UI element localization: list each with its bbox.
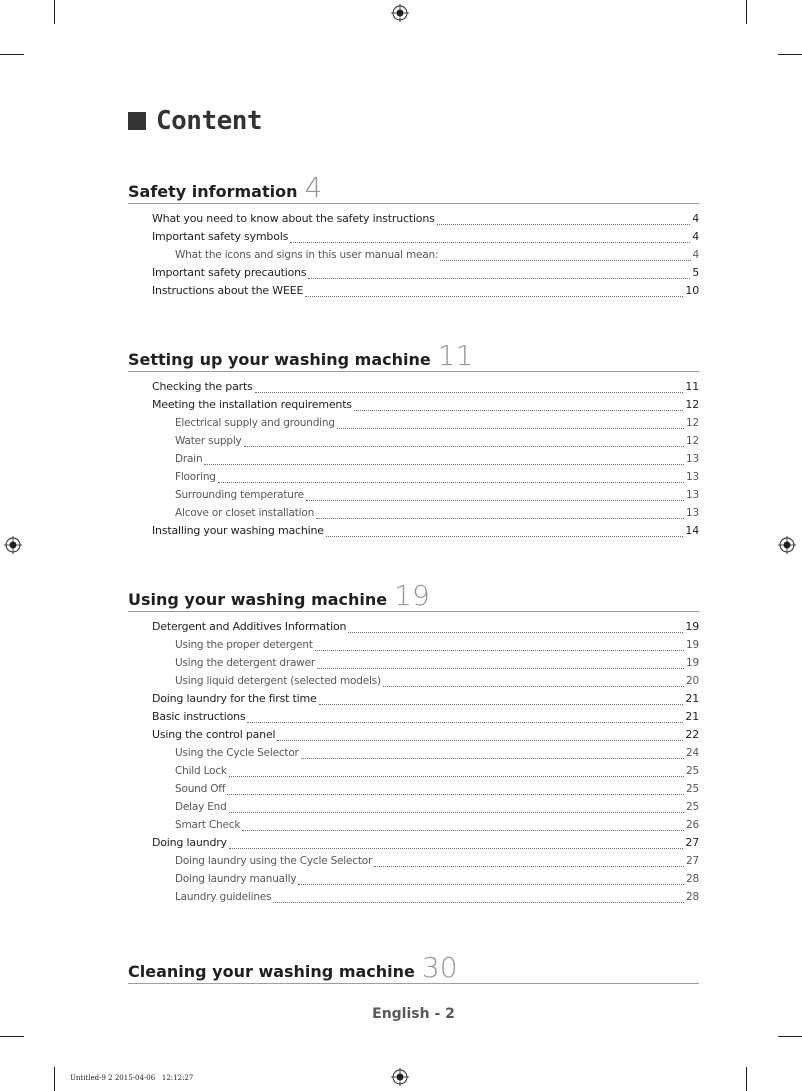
section-page-number: 19 xyxy=(394,579,430,612)
toc-entry-label: Basic instructions xyxy=(152,710,246,723)
dot-leader xyxy=(354,400,684,411)
section-page-number: 11 xyxy=(437,339,474,372)
dot-leader xyxy=(308,268,690,279)
toc-entry-page: 4 xyxy=(692,212,699,225)
toc-entry-page: 11 xyxy=(685,380,699,393)
toc-entry-page: 25 xyxy=(686,783,699,795)
toc-entry[interactable] xyxy=(128,726,699,744)
toc-entry-page: 28 xyxy=(686,873,699,885)
toc-entry-page: 21 xyxy=(685,692,699,705)
toc-entry[interactable] xyxy=(128,870,699,888)
dot-leader xyxy=(247,712,683,723)
toc-entry-page: 25 xyxy=(686,765,699,777)
toc-entry[interactable] xyxy=(128,210,699,228)
toc-entry[interactable] xyxy=(128,246,699,264)
toc-entry-page: 13 xyxy=(686,471,699,483)
toc-entry[interactable] xyxy=(128,690,699,708)
toc-entry-label: Doing laundry xyxy=(152,836,227,849)
dot-leader xyxy=(337,418,684,429)
toc-entry-label: Instructions about the WEEE xyxy=(152,284,304,297)
toc-entry[interactable] xyxy=(128,708,699,726)
toc-entry-page: 13 xyxy=(686,489,699,501)
toc-entry-label: Using liquid detergent (selected models) xyxy=(175,675,381,687)
print-slug: Untitled-9 2 2015-04-06 12:12:27 xyxy=(70,1074,194,1082)
registration-target-icon xyxy=(391,4,409,22)
toc-entry[interactable] xyxy=(128,780,699,798)
toc-entry[interactable] xyxy=(128,282,699,300)
crop-mark xyxy=(778,1036,802,1037)
section-title: Cleaning your washing machine xyxy=(128,962,415,981)
dot-leader xyxy=(383,676,684,687)
dot-leader xyxy=(290,232,690,243)
toc-entry-label: Using the control panel xyxy=(152,728,276,741)
toc-entry-label: Child Lock xyxy=(175,765,227,777)
toc-entry-label: Checking the parts xyxy=(152,380,253,393)
toc-entry[interactable] xyxy=(128,378,699,396)
crop-mark xyxy=(54,0,55,24)
section-heading xyxy=(128,339,699,372)
toc-entry-label: Sound Off xyxy=(175,783,226,795)
crop-mark xyxy=(0,1036,24,1037)
section-page-number: 30 xyxy=(421,951,458,984)
toc-entry-label: Detergent and Additives Information xyxy=(152,620,347,633)
toc-entry-page: 12 xyxy=(686,435,699,447)
toc-entry-label: Doing laundry manually xyxy=(175,873,297,885)
dot-leader xyxy=(316,508,684,519)
toc-entry[interactable] xyxy=(128,834,699,852)
toc-entry[interactable] xyxy=(128,450,699,468)
toc-entry[interactable] xyxy=(128,654,699,672)
toc-entry[interactable] xyxy=(128,618,699,636)
toc-entry-label: Electrical supply and grounding xyxy=(175,417,335,429)
toc-entry-label: Meeting the installation requirements xyxy=(152,398,352,411)
toc-entry-page: 22 xyxy=(685,728,699,741)
toc-list xyxy=(128,210,699,300)
toc-entry-page: 12 xyxy=(686,417,699,429)
toc-entry[interactable] xyxy=(128,504,699,522)
registration-target-icon xyxy=(778,536,796,554)
dot-leader xyxy=(315,640,684,651)
toc-entry-label: Using the detergent drawer xyxy=(175,657,315,669)
toc-entry-page: 19 xyxy=(686,639,699,651)
toc-entry-label: Delay End xyxy=(175,801,227,813)
toc-entry-label: Using the Cycle Selector xyxy=(175,747,299,759)
dot-leader xyxy=(317,658,684,669)
toc-entry[interactable] xyxy=(128,636,699,654)
dot-leader xyxy=(229,838,684,849)
section xyxy=(128,951,699,990)
toc-entry[interactable] xyxy=(128,888,699,906)
crop-mark xyxy=(778,54,802,55)
dot-leader xyxy=(218,472,684,483)
dot-leader xyxy=(229,766,684,777)
toc-entry[interactable] xyxy=(128,432,699,450)
section xyxy=(128,339,699,540)
section xyxy=(128,171,699,300)
crop-mark xyxy=(0,54,24,55)
toc-entry-label: What you need to know about the safety instructions xyxy=(152,212,435,225)
toc-entry-label: What the icons and signs in this user manual mean: xyxy=(175,249,439,261)
page-footer: English - 2 xyxy=(372,1006,455,1022)
toc-entry-page: 25 xyxy=(686,801,699,813)
dot-leader xyxy=(227,784,684,795)
toc-entry-label: Flooring xyxy=(175,471,216,483)
square-bullet-icon xyxy=(128,112,146,130)
dot-leader xyxy=(273,892,684,903)
toc-entry-label: Alcove or closet installation xyxy=(175,507,315,519)
toc-entry-page: 13 xyxy=(686,507,699,519)
dot-leader xyxy=(229,802,684,813)
toc-entry-label: Smart Check xyxy=(175,819,241,831)
dot-leader xyxy=(204,454,684,465)
section-title: Safety information xyxy=(128,182,298,201)
toc-entry-label: Important safety precautions xyxy=(152,266,307,279)
registration-target-icon xyxy=(391,1068,409,1086)
toc-entry[interactable] xyxy=(128,816,699,834)
toc-entry-page: 20 xyxy=(686,675,699,687)
dot-leader xyxy=(437,214,691,225)
toc-entry[interactable] xyxy=(128,744,699,762)
toc-entry[interactable] xyxy=(128,396,699,414)
toc-entry-label: Doing laundry for the first time xyxy=(152,692,317,705)
section-heading xyxy=(128,951,699,984)
page-title xyxy=(128,106,262,136)
toc-entry-page: 10 xyxy=(685,284,699,297)
toc-entry-page: 4 xyxy=(692,249,699,261)
section xyxy=(128,579,699,906)
toc-entry[interactable] xyxy=(128,672,699,690)
dot-leader xyxy=(319,694,684,705)
toc-list xyxy=(128,618,699,906)
crop-mark xyxy=(746,0,747,24)
dot-leader xyxy=(374,856,684,867)
toc-entry-page: 21 xyxy=(685,710,699,723)
dot-leader xyxy=(298,874,684,885)
toc-entry[interactable] xyxy=(128,798,699,816)
toc-entry-page: 26 xyxy=(686,819,699,831)
toc-entry-page: 13 xyxy=(686,453,699,465)
dot-leader xyxy=(244,436,684,447)
dot-leader xyxy=(255,382,684,393)
toc-entry-page: 27 xyxy=(686,855,699,867)
toc-entry-label: Installing your washing machine xyxy=(152,524,324,537)
toc-entry[interactable] xyxy=(128,486,699,504)
dot-leader xyxy=(440,250,690,261)
toc-entry-label: Drain xyxy=(175,453,203,465)
section-heading xyxy=(128,171,699,204)
toc-entry[interactable] xyxy=(128,468,699,486)
toc-entry-label: Water supply xyxy=(175,435,242,447)
registration-target-icon xyxy=(4,536,22,554)
dot-leader xyxy=(348,622,683,633)
toc-entry-label: Laundry guidelines xyxy=(175,891,272,903)
dot-leader xyxy=(326,526,684,537)
toc-entry-page: 27 xyxy=(685,836,699,849)
toc-entry-page: 12 xyxy=(685,398,699,411)
toc-entry[interactable] xyxy=(128,264,699,282)
dot-leader xyxy=(242,820,684,831)
toc-entry-page: 5 xyxy=(692,266,699,279)
section-page-number: 4 xyxy=(304,171,323,204)
toc-entry-label: Surrounding temperature xyxy=(175,489,304,501)
toc-entry-page: 19 xyxy=(685,620,699,633)
toc-entry-page: 19 xyxy=(686,657,699,669)
toc-entry[interactable] xyxy=(128,228,699,246)
section-title: Setting up your washing machine xyxy=(128,350,431,369)
toc-entry-page: 24 xyxy=(686,747,699,759)
toc-entry-page: 28 xyxy=(686,891,699,903)
crop-mark xyxy=(746,1067,747,1091)
dot-leader xyxy=(305,286,683,297)
toc-entry-page: 4 xyxy=(692,230,699,243)
toc-entry-page: 14 xyxy=(685,524,699,537)
dot-leader xyxy=(301,748,684,759)
crop-mark xyxy=(54,1067,55,1091)
toc-entry-label: Important safety symbols xyxy=(152,230,289,243)
toc-entry-label: Doing laundry using the Cycle Selector xyxy=(175,855,373,867)
toc-list xyxy=(128,378,699,540)
toc-entry[interactable] xyxy=(128,414,699,432)
dot-leader xyxy=(306,490,684,501)
toc-entry[interactable] xyxy=(128,522,699,540)
section-title: Using your washing machine xyxy=(128,590,388,609)
toc-entry[interactable] xyxy=(128,762,699,780)
toc-entry[interactable] xyxy=(128,852,699,870)
toc-entry-label: Using the proper detergent xyxy=(175,639,313,651)
section-heading xyxy=(128,579,699,612)
dot-leader xyxy=(277,730,683,741)
page-title-text: Content xyxy=(156,106,263,136)
